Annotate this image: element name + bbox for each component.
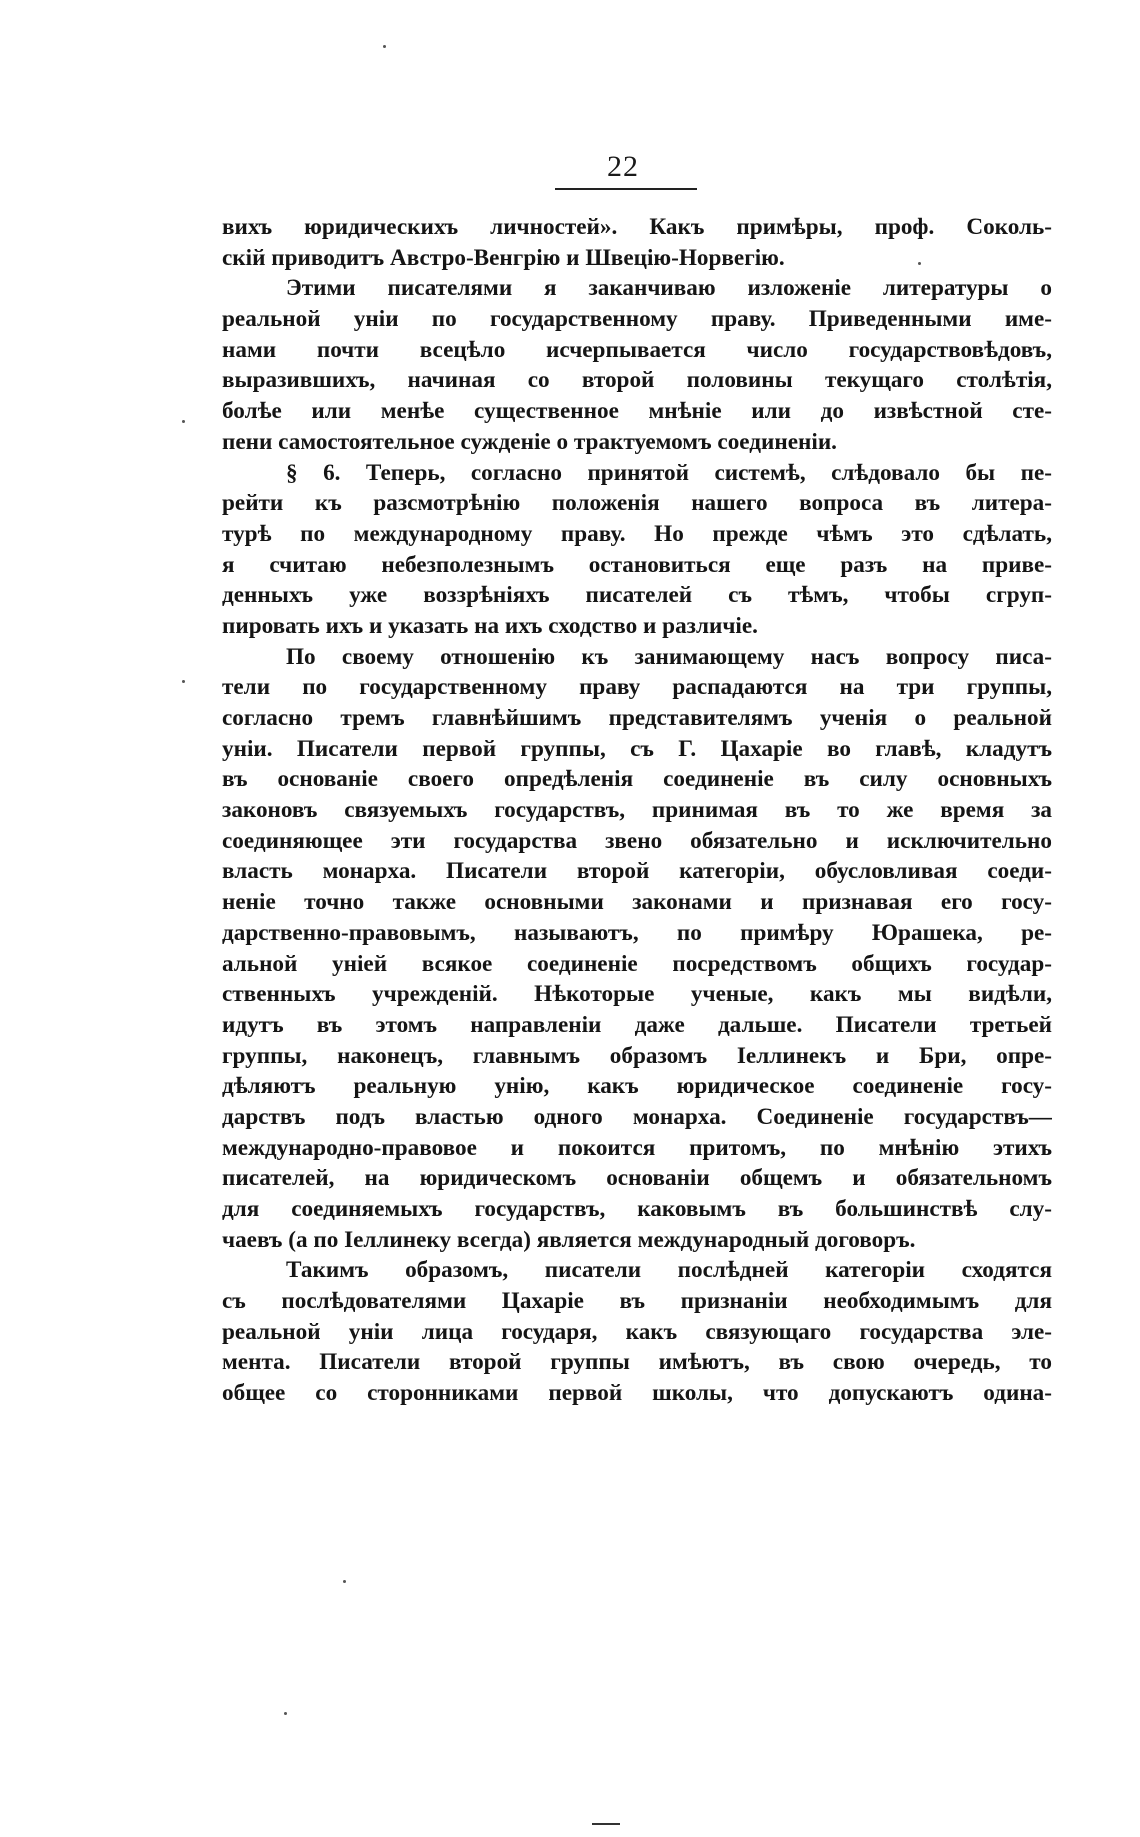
scan-speck — [343, 1580, 346, 1583]
text-line: писателей, на юридическомъ основаніи общемъ и обязательномъ — [222, 1165, 1052, 1192]
paragraph — [222, 642, 1052, 1256]
paragraph — [222, 1255, 1052, 1408]
text-line: турѣ по международному праву. Но прежде чѣмъ это сдѣлать, — [222, 520, 1052, 547]
text-line: мента. Писатели второй группы имѣютъ, въ свою очередь, то — [222, 1349, 1052, 1376]
header-rule — [555, 188, 697, 190]
text-line: Такимъ образомъ, писатели послѣдней категоріи сходятся — [286, 1257, 1052, 1284]
text-line: вихъ юридическихъ личностей». Какъ примѣры, проф. Соколь- — [222, 214, 1052, 240]
text-line: скій приводитъ Австро-Венгрію и Швецію-Норвегію. — [222, 244, 785, 271]
text-line: выразившихъ, начиная со второй половины текущаго столѣтія, — [222, 367, 1052, 394]
text-line: чаевъ (а по Іеллинеку всегда) является международный договоръ. — [222, 1226, 916, 1253]
scan-speck — [284, 1712, 287, 1715]
text-line: въ основаніе своего опредѣленія соединеніе въ силу основныхъ — [222, 766, 1052, 793]
text-line: § 6. Теперь, согласно принятой системѣ, слѣдовало бы пе- — [286, 459, 1052, 486]
text-line: соединяющее эти государства звено обязательно и исключительно — [222, 827, 1052, 854]
paragraph — [222, 458, 1052, 642]
text-line: денныхъ уже воззрѣніяхъ писателей съ тѣмъ, чтобы сгруп- — [222, 582, 1052, 609]
text-line: По своему отношенію къ занимающему насъ вопросу писа- — [286, 643, 1052, 670]
text-line: дарственно-правовымъ, называютъ, по примѣру Юрашека, ре- — [222, 919, 1052, 946]
text-line: пени самостоятельное сужденіе о трактуемомъ соединеніи. — [222, 428, 837, 455]
text-line: для соединяемыхъ государствъ, каковымъ въ большинствѣ слу- — [222, 1196, 1052, 1222]
text-line: тели по государственному праву распадаются на три группы, — [222, 674, 1052, 701]
text-line: законовъ связуемыхъ государствъ, принимая въ то же время за — [222, 797, 1052, 824]
text-line: болѣе или менѣе существенное мнѣніе или до извѣстной сте- — [222, 398, 1052, 425]
text-line: согласно тремъ главнѣйшимъ представителямъ ученія о реальной — [222, 705, 1052, 731]
text-line: Этими писателями я заканчиваю изложеніе литературы о — [286, 275, 1052, 302]
text-line: пировать ихъ и указать на ихъ сходство и различіе. — [222, 612, 758, 639]
scan-speck — [383, 45, 386, 48]
text-line: рейти къ разсмотрѣнію положенія нашего вопроса въ литера- — [222, 490, 1052, 517]
page-number: 22 — [607, 150, 639, 183]
text-line: идутъ въ этомъ направленіи даже дальше. Писатели третьей — [222, 1011, 1052, 1038]
text-line: международно-правовое и покоится притомъ, по мнѣнію этихъ — [222, 1134, 1052, 1161]
paragraph — [222, 273, 1052, 457]
text-line: дарствъ подъ властью одного монарха. Соединеніе государствъ— — [222, 1103, 1052, 1130]
text-line: власть монарха. Писатели второй категоріи, обусловливая соеди- — [222, 858, 1052, 885]
scan-speck — [182, 420, 185, 423]
text-line: реальной уніи по государственному праву. Приведенными име- — [222, 306, 1052, 333]
scan-speck — [182, 680, 185, 683]
text-line: общее со сторонниками первой школы, что допускаютъ одина- — [222, 1380, 1052, 1407]
text-line: съ послѣдователями Цахаріе въ признаніи необходимымъ для — [222, 1288, 1052, 1315]
text-line: группы, наконецъ, главнымъ образомъ Іеллинекъ и Бри, опре- — [222, 1042, 1052, 1069]
text-line: нами почти всецѣло исчерпывается число государствовѣдовъ, — [222, 336, 1052, 363]
text-line: реальной уніи лица государя, какъ связующаго государства эле- — [222, 1318, 1052, 1345]
footer-mark — [592, 1823, 620, 1825]
text-line: неніе точно также основными законами и признавая его госу- — [222, 889, 1052, 916]
text-line: дѣляютъ реальную унію, какъ юридическое соединеніе госу- — [222, 1073, 1052, 1100]
text-line: ственныхъ учрежденій. Нѣкоторые ученые, какъ мы видѣли, — [222, 981, 1052, 1008]
body-text — [222, 212, 1052, 1409]
text-line: уніи. Писатели первой группы, съ Г. Цахаріе во главѣ, кладутъ — [222, 735, 1052, 762]
text-line: альной уніей всякое соединеніе посредствомъ общихъ государ- — [222, 950, 1052, 977]
paragraph — [222, 212, 1052, 273]
text-line: я считаю небезполезнымъ остановиться еще разъ на приве- — [222, 551, 1052, 578]
